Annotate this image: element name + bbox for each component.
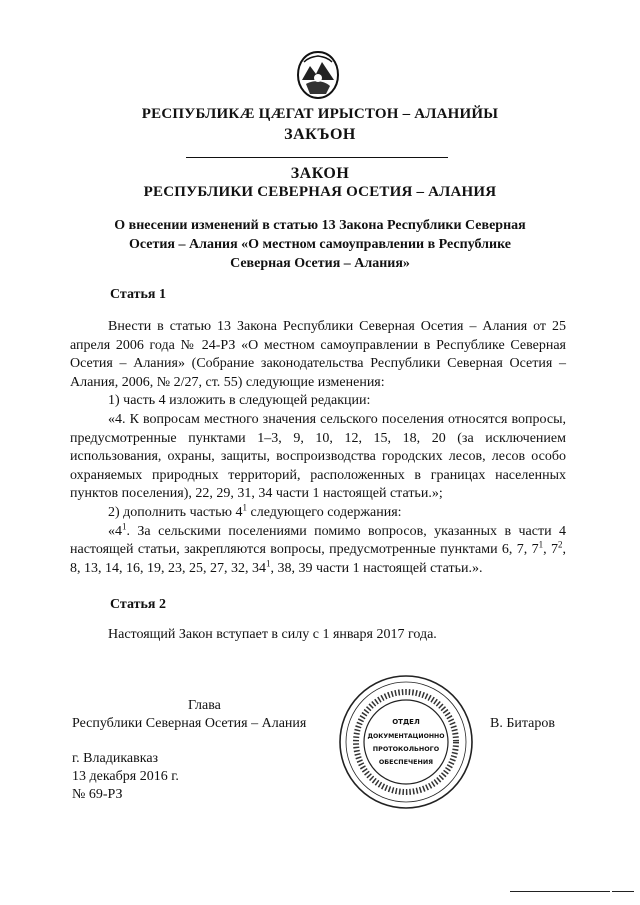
header-divider xyxy=(186,157,448,158)
footer-date: 13 декабря 2016 г. xyxy=(72,769,179,784)
law-title-line: Осетия – Алания «О местном самоуправлении в Республике xyxy=(128,237,512,252)
republic-heading: РЕСПУБЛИКИ СЕВЕРНАЯ ОСЕТИЯ – АЛАНИЯ xyxy=(143,184,497,200)
footer-rule xyxy=(612,891,634,892)
ossetian-law-heading: ЗАКЪОН xyxy=(284,126,356,143)
signature-title-line2: Республики Северная Осетия – Алания xyxy=(72,716,307,731)
svg-text:ОТДЕЛ: ОТДЕЛ xyxy=(392,718,420,726)
law-title-line: Северная Осетия – Алания» xyxy=(230,256,410,271)
article-2-heading: Статья 2 xyxy=(110,597,166,612)
article-1-item-2: 2) дополнить частью $4^1$ следующего содержания: xyxy=(108,502,402,520)
law-title xyxy=(70,216,570,273)
signature-title-line1: Глава xyxy=(188,698,221,713)
signatory-name: В. Битаров xyxy=(490,716,555,731)
ossetian-republic-heading: РЕСПУБЛИКÆ ЦÆГАТ ИРЫСТОН – АЛАНИЙЫ xyxy=(141,106,499,122)
article-1-body xyxy=(70,318,566,578)
footer-rule xyxy=(510,891,610,892)
svg-text:ОБЕСПЕЧЕНИЯ: ОБЕСПЕЧЕНИЯ xyxy=(378,758,434,766)
svg-text:ПРОТОКОЛЬНОГО: ПРОТОКОЛЬНОГО xyxy=(372,745,440,753)
article-2-text: Настоящий Закон вступает в силу с 1 января 2017 года. xyxy=(108,627,437,642)
footer-number: № 69-РЗ xyxy=(72,787,123,802)
law-title-line: О внесении изменений в статью 13 Закона Республики Северная xyxy=(114,218,526,233)
article-1-item-2-quote: «$4^1$. За сельскими поселениями помимо вопросов, указанных в части 4 настоящей статьи, закрепляются вопросы, предусмотренные пунктами 6, 7, $7^1$, $7^2$, 8, 13, 14, 16, 19, 23, 25, 27, 32, $34^1$, 38, 39 части 1 настоящей статьи.». xyxy=(70,520,566,576)
article-1-intro: Внести в статью 13 Закона Республики Северная Осетия – Алания от 25 апреля 2006 года № 24-РЗ «О местном самоуправлении в Республике Северная Осетия – Алания» (Собрание законодательства Республики Северная Осетия – Алания, 2006, № 2/27, ст. 55) следующие изменения: xyxy=(70,319,566,390)
law-heading: ЗАКОН xyxy=(290,165,350,182)
official-seal-stamp xyxy=(336,672,476,812)
article-1-item-1: 1) часть 4 изложить в следующей редакции: xyxy=(108,393,371,409)
article-1-heading: Статья 1 xyxy=(110,287,166,302)
article-1-item-1-quote: «4. К вопросам местного значения сельского поселения относятся вопросы, предусмотренные пунктами 1–3, 9, 10, 12, 15, 18, 20 (за исключением использования, охраны, защиты, воспроизводства городских лесов, лесов особо охраняемых природных территорий, расположенных в границах населенных пунктов поселения), 22, 29, 31, 34 части 1 настоящей статьи.»; xyxy=(70,411,566,502)
coat-of-arms-emblem xyxy=(296,50,340,100)
article-2-body xyxy=(70,626,566,645)
svg-text:ДОКУМЕНТАЦИОННО: ДОКУМЕНТАЦИОННО xyxy=(367,733,445,740)
footer-city: г. Владикавказ xyxy=(72,751,159,766)
